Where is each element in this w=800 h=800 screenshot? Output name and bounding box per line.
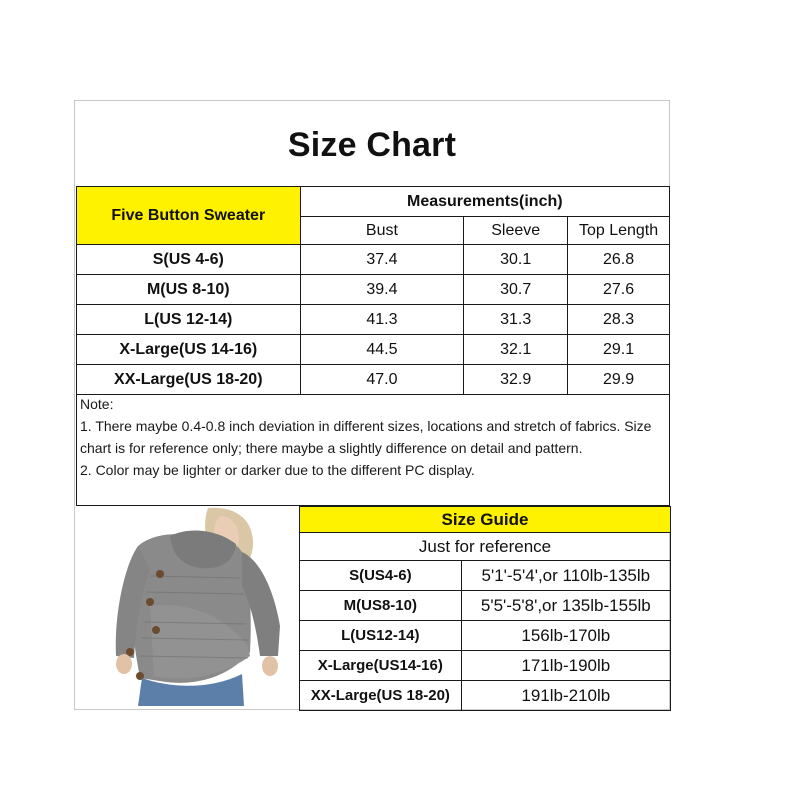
top-length-value: 28.3 xyxy=(568,305,670,335)
table-row xyxy=(300,561,671,591)
column-header-top-length: Top Length xyxy=(568,217,670,245)
note-box xyxy=(76,390,670,506)
bust-value: 44.5 xyxy=(300,335,464,365)
table-row xyxy=(77,335,670,365)
bust-value: 41.3 xyxy=(300,305,464,335)
column-header-bust: Bust xyxy=(300,217,464,245)
guide-range-value: 5'1'-5'4',or 110lb-135lb xyxy=(461,561,670,591)
bust-value: 37.4 xyxy=(300,245,464,275)
size-label: S(US 4-6) xyxy=(77,245,301,275)
size-label: X-Large(US 14-16) xyxy=(77,335,301,365)
guide-range-value: 156lb-170lb xyxy=(461,621,670,651)
size-label: XX-Large(US 18-20) xyxy=(77,365,301,395)
button-3 xyxy=(152,626,160,634)
note-line-2: 2. Color may be lighter or darker due to the different PC display. xyxy=(80,462,475,478)
button-1 xyxy=(156,570,164,578)
guide-size-label: XX-Large(US 18-20) xyxy=(300,681,462,711)
note-heading: Note: xyxy=(80,396,114,412)
left-hand xyxy=(116,654,132,674)
table-row xyxy=(77,275,670,305)
page-title: Size Chart xyxy=(287,126,457,164)
bust-value: 47.0 xyxy=(300,365,464,395)
guide-size-label: M(US8-10) xyxy=(300,591,462,621)
top-length-value: 29.9 xyxy=(568,365,670,395)
guide-size-label: X-Large(US14-16) xyxy=(300,651,462,681)
top-length-value: 26.8 xyxy=(568,245,670,275)
guide-range-value: 5'5'-5'8',or 135lb-155lb xyxy=(461,591,670,621)
table-row xyxy=(300,651,671,681)
size-guide-table xyxy=(299,506,671,711)
table-row xyxy=(77,305,670,335)
size-guide-title: Size Guide xyxy=(300,507,671,533)
guide-size-label: S(US4-6) xyxy=(300,561,462,591)
table-row xyxy=(300,621,671,651)
guide-size-label: L(US12-14) xyxy=(300,621,462,651)
guide-range-value: 171lb-190lb xyxy=(461,651,670,681)
bust-value: 39.4 xyxy=(300,275,464,305)
button-2 xyxy=(146,598,154,606)
sleeve-value: 31.3 xyxy=(464,305,568,335)
measurements-header: Measurements(inch) xyxy=(300,187,669,217)
sleeve-value: 30.7 xyxy=(464,275,568,305)
button-4 xyxy=(126,648,134,656)
size-label: L(US 12-14) xyxy=(77,305,301,335)
sleeve-value: 32.1 xyxy=(464,335,568,365)
sweater-model-photo xyxy=(110,506,298,706)
product-label: Five Button Sweater xyxy=(77,187,301,245)
size-label: M(US 8-10) xyxy=(77,275,301,305)
right-hand xyxy=(262,656,278,676)
top-length-value: 27.6 xyxy=(568,275,670,305)
size-guide-subtitle: Just for reference xyxy=(300,533,671,561)
table-row xyxy=(300,591,671,621)
top-length-value: 29.1 xyxy=(568,335,670,365)
note-line-1: 1. There maybe 0.4-0.8 inch deviation in different sizes, locations and stretch of fabrics. Size chart is for reference only; there maybe a slightly difference on detail and pattern. xyxy=(80,418,652,456)
sleeve-value: 32.9 xyxy=(464,365,568,395)
table-row xyxy=(77,245,670,275)
measurements-table xyxy=(76,186,670,395)
table-row xyxy=(300,681,671,711)
column-header-sleeve: Sleeve xyxy=(464,217,568,245)
sleeve-value: 30.1 xyxy=(464,245,568,275)
guide-range-value: 191lb-210lb xyxy=(461,681,670,711)
